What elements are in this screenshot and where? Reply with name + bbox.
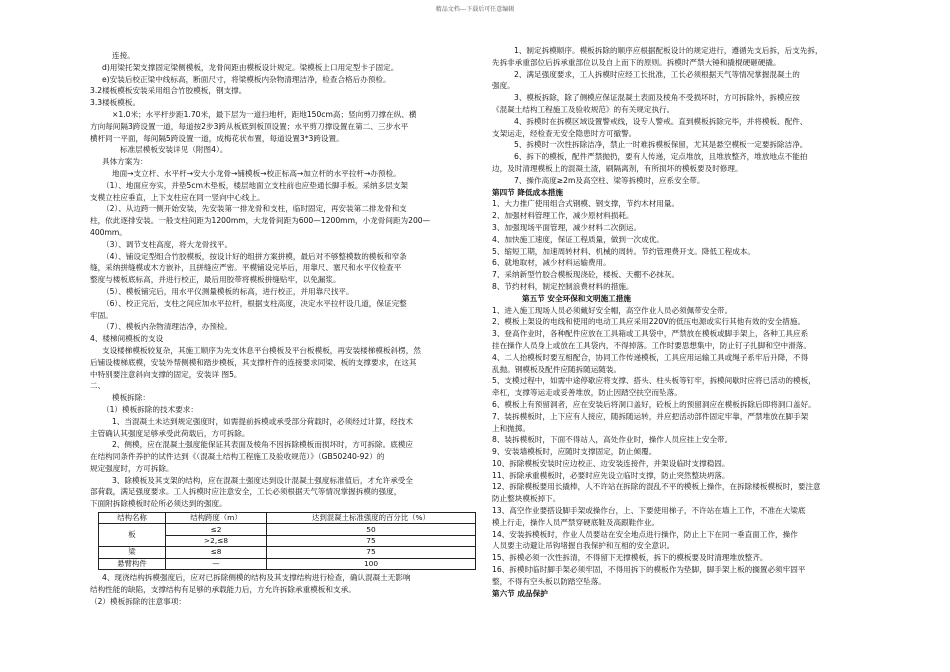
table-row [99,558,476,569]
text-line: 人员要主动避让吊钩堵握自我保护和互相的安全意识。 [492,541,675,551]
text-line: （2）、从边跨一侧开始安装，先安装第一排龙骨和支柱，临时固定，再安装第二排龙骨和支 [102,204,407,214]
text-line: 第六节 成品保护 [492,588,548,598]
text-line: 1、当混凝土未达到规定强度时，如需提前拆模或承受部分荷载时，必须经过计算，经技术 [112,416,413,426]
table-cell: 50 [267,524,476,535]
table-header-cell: 结构跨度（m） [166,513,267,524]
left-text-block-a [90,50,485,510]
text-line: 在结构同条件养护的试件达到《（混凝土结构工程施工及验收规范）》（GB50240-92）的 [90,452,385,462]
text-line: e)安装后校正梁中线标高，断面尺寸，将梁模板内杂物清理洁净，检查合格后办预检。 [102,74,391,84]
text-line: 3、加强现场平面管理，减少材料二次倒运。 [492,222,642,232]
text-line: 3、模板拆除，除了侧模应保证混凝土表面及棱角不受损坏时，方可拆除外，拆模应按 [514,93,800,103]
page-header: 精品文档---下载后可任意编辑 [435,6,515,13]
text-line: 8、节约材料，制定控制浪费材料的措施。 [492,281,634,291]
text-line: 支设楼梯模板较复杂，其施工顺序为先支休息平台模板及平台板模板，再安装楼梯模板斜楞，然 [102,345,421,355]
text-line: 2、模板上架设的电线和使用的电动工具应采用220V的低压电源或实行其他有效的安全措施。 [492,317,806,327]
left-column [90,50,485,607]
text-line: 第四节 降低成本措施 [492,187,563,197]
text-line: （1）、地面应夯实，并垫5cm木垫板，楼层地面立支柱前也应垫通长脚手板。采纳多层支架 [102,180,408,190]
left-text-block-b [90,572,485,607]
table-cell: ≤2 [166,524,267,535]
text-line: 整，不得有空头板以防踏空坠落。 [492,576,606,586]
table-cell: 75 [267,547,476,558]
text-line: （2）模板拆除的注意事项： [90,596,186,606]
text-line: 横杆同一平面，每间隔5跨设置一道，成梅花状布置，每道设置3*3跨设置。 [90,133,344,143]
text-line: 具体方案为： [102,157,148,167]
text-line: ×1.0米；水平杆步距1.70米，最下层为一道扫地杆，距地150cm高；竖向剪刀撑在纵、横 [112,109,417,119]
text-line: 牢固。 [90,310,113,320]
text-line: 模板拆除： [112,393,150,403]
text-line: 6、拆下的模板，配件严禁抛扔，要有人传递，定点堆放，且堆放整齐，堆放地点不能拍 [514,152,808,162]
text-line: 2、侧模，应在混凝土强度能保证其表面及棱角不因拆除模板而损坏时，方可拆除。底模应 [112,440,413,450]
table-cell: — [166,558,267,569]
text-line: 400mm。 [90,227,127,237]
text-line: 8、装拆模板时，下面不得站人，高处作业时，操作人员应挂上安全带。 [492,435,733,445]
text-line: 1、进入施工现场人员必须戴好安全帽，高空作业人员必须佩带安全带。 [492,305,733,315]
text-line: 挂在操作人员身上或放在工具袋内，不得掉落。工作时要思想集中，防止钉子扎脚和空中滑落。 [492,340,811,350]
table-header-cell: 达到混凝土标准强度的百分比（%） [267,513,476,524]
table-row [99,547,476,558]
table-cell: ≤8 [166,547,267,558]
text-line: 4、楼梯间模板的支设 [90,334,164,344]
text-line: 下面附拆除模板时砼所必须达到的强度。 [90,499,227,509]
text-line: 7、采纳新型竹胶合模板现浇砼，楼板、天棚不必抹灰。 [492,270,680,280]
table-cell: 悬臂构件 [99,558,166,569]
text-line: 12、拆除模板要用长撬棒，人不许站在拆除的混乱不平的模板上操作，在拆除楼板模板时，要注意 [492,482,821,492]
text-line: 14、安装拆模板时，作业人员要站在安全地点进行操作，防止上下在同一垂直面工作，操作 [492,529,798,539]
text-line: 5、缩短工期，加速周转材料、机械的周转。节约管理费开支。降低工程成本。 [492,246,756,256]
text-line: 3.2楼板模板安装采用组合竹胶模板，钢支撑。 [90,86,247,96]
text-line: （4）、铺设定型组合竹胶模板，按设计好的组拼方案拼模，最后对不够整模数的模板和窄条 [102,251,407,261]
text-line: 柱，依此逐排安装。一般支柱间距为1200mm，大龙骨间距为600—1200mm，小龙骨间距为200— [90,216,431,226]
text-line: 支架运走，经检查无安全隐患时方可撤警。 [492,128,637,138]
text-line: 模上行走，操作人员严禁穿硬底鞋及高跟鞋作业。 [492,517,660,527]
text-line: 5、拆模时一次性拆除洁净，禁止一时难拆模板保留，尤其是悬空模板一定要拆除洁净。 [514,140,808,150]
text-line: 中特别要注意斜向支撑的固定，安装详 图5。 [90,369,242,379]
text-line: 2、满足强度要求，工人拆模时应经工长批准，工长必须根据天气等情况掌握混凝土的 [514,69,800,79]
text-line: 11、拆除承重模板时，必要时应先设立临时支撑，防止突然整块坍落。 [492,470,730,480]
text-line: 整度与楼板底标高，并进行校正，最后用胶带将模板拼缝贴牢，以免漏浆。 [90,275,341,285]
text-line: 连接。 [112,51,135,60]
text-line: 4、现浇结构拆模强度后，应对已拆除侧模的结构及其支撑结构进行检查，确认混凝土无影响 [102,573,411,583]
text-line: 《混凝土结构工程施工及验收规范》的有关规定执行。 [492,104,675,114]
text-line: 主管确认其强度足够承受此荷载后，方可拆除。 [90,428,250,438]
text-line: 规定强度时，方可拆除。 [90,463,174,473]
text-line: 牵杠，支撑等运走或妥善堆放，防止因踏空扶空而坠落。 [492,388,682,398]
text-line: （6）、校正完后，支柱之间应加水平拉杆，根据支柱高度，决定水平拉杆设几道，保证完整 [102,298,407,308]
text-line: 乱抛。钢模板及配件应随拆随运随装。 [492,364,622,374]
text-line: d)用梁托架支撑固定梁侧模板，龙骨间距由模板设计规定。梁模板上口用定型卡子固定。 [102,62,399,72]
text-line: 7、操作高度≥2m及高空柱、梁等拆模时，应系安全带。 [514,175,705,185]
text-line: 3、登高作业时，各种配件应放在工具箱或工具袋中，严禁放在模板或脚手架上，各种工具应系 [492,329,809,339]
table-cell: 100 [267,558,476,569]
formwork-strength-table [98,512,476,570]
text-line: 方向每间隔3跨设置一道，每道按2步3跨从板底到板顶设置；水平剪刀撑设置在第二、三步水平 [90,121,409,131]
text-line: 15、拆模必须一次性拆清，不得留下无撑模板，拆下的模板要及时清理堆放整齐。 [492,553,768,563]
text-line: 3.3楼板模板。 [90,98,141,108]
text-line: 标准层模板安装详见（附图4）。 [120,145,228,155]
right-column [492,45,892,599]
text-line: 先拆非承重部位后拆承重部位以及自上而下的原则。拆模时严禁大锤和撬棍硬砸硬撬。 [492,57,781,67]
text-line: （7）、模板内杂物清理洁净，办预检。 [102,322,233,332]
text-line: 强度。 [492,81,515,91]
text-line: 4、二人抬模板时要互相配合，协同工作传递模板，工具应用运输工具或绳子系牢后升降，不得 [492,352,809,362]
text-line: 支模立柱应垂直，上下支柱应在同一竖向中心线上。 [90,192,265,202]
text-line: 第五节 安全环保和文明施工措施 [522,293,631,303]
text-line: 5、支模过程中，如需中途停歇应将支撑、搭头、柱头板等钉牢，拆模间歇时应将已活动的模板， [492,376,816,386]
table-row [99,524,476,535]
text-line: 2、加强材料管理工作，减少原材料损耗。 [492,211,634,221]
text-line: 4、拆模时在拆模区域设置警戒线，设专人警戒。直到模板拆除完毕，并将模板、配件、 [514,116,808,126]
text-line: （1）模板拆除的技术要求： [102,404,198,414]
right-text-block [492,45,892,599]
table-header-row [99,513,476,524]
text-line: 13、高空作业要搭设脚手架或操作台，上、下要使用梯子，不许站在墙上工作，不准在大梁底 [492,506,806,516]
text-line: 结构性能的缺陷，支撑结构有足够的承载能力后，方允许拆除承重模板和支承。 [90,584,356,594]
text-line: （5）、模板铺完后，用水平仪测量模板的标高，进行校正，并用靠尺找平。 [102,286,354,296]
table-cell: 板 [99,524,166,547]
text-line: 1、制定拆模顺序。模板拆除的顺序应根据配板设计的规定进行，遵循先支后拆，后支先拆， [514,46,823,55]
table-cell: 梁 [99,547,166,558]
text-line: （3）、调节支柱高度，将大龙骨找平。 [102,239,233,249]
text-line: 边，及时清理模板上的混凝土渣，刷隔离剂，有所损坏的模板要及时修理。 [492,163,743,173]
text-line: 9、安装墙模板时，应随时支撑固定，防止倾覆。 [492,447,657,457]
text-line: 防止整块模板掉下。 [492,494,561,504]
text-line: 上和抛掷。 [492,423,530,433]
table-header-cell: 结构名称 [99,513,166,524]
table-cell: >2,≤8 [166,535,267,546]
text-line: 地面→支立杆、水平杆→安大小龙骨→铺模板→校正标高→加立杆的水平拉杆→办预检。 [112,168,401,178]
text-line: 7、装拆模板时，上下应有人接应，随拆随运转，并应把活动部件固定牢靠，严禁堆放在脚手架 [492,411,809,421]
text-line: 3、除模板及其支架的结构，应在混凝土强度达到设计混凝土强度标准值后，才允许承受全 [112,475,413,485]
text-line: 缝，采纳拼缝模或木方嵌补，且拼缝应严密。平模铺设完毕后，用靠尺、塞尺和水平仪检查平 [90,263,402,273]
text-line: 6、就地取材，减少材料运输费用。 [492,258,611,268]
text-line: 4、加快施工速度，保证工程质量，做到一次成优。 [492,234,664,244]
text-line: 10、拆除模板安装时应边校正、边安装连接件，并架设临时支撑稳固。 [492,458,730,468]
text-line: 二、 [90,381,106,391]
text-line: 6、模板上有预留洞者，应在安装后将洞口盖好，砼板上的预留洞应在模板拆除后即将洞口盖好。 [492,399,816,409]
text-line: 1、大力推广使用组合式钢模、钢支撑，节约木材用量。 [492,199,680,209]
text-line: 16、拆模时临时脚手架必须牢固，不得用拆下的模板作为垫脚，脚手架上板的搁置必须牢固平 [492,565,806,575]
text-line: 后铺设楼梯底模，安装外帮侧模和踏步模板，其支撑杆件的连接要求同梁、板的支撑要求，在这其 [90,357,417,367]
text-line: 部荷载，满足强度要求。工人拆模时应注意安全，工长必须根据天气等情况掌握拆模的强度， [90,487,402,497]
table-cell: 75 [267,535,476,546]
